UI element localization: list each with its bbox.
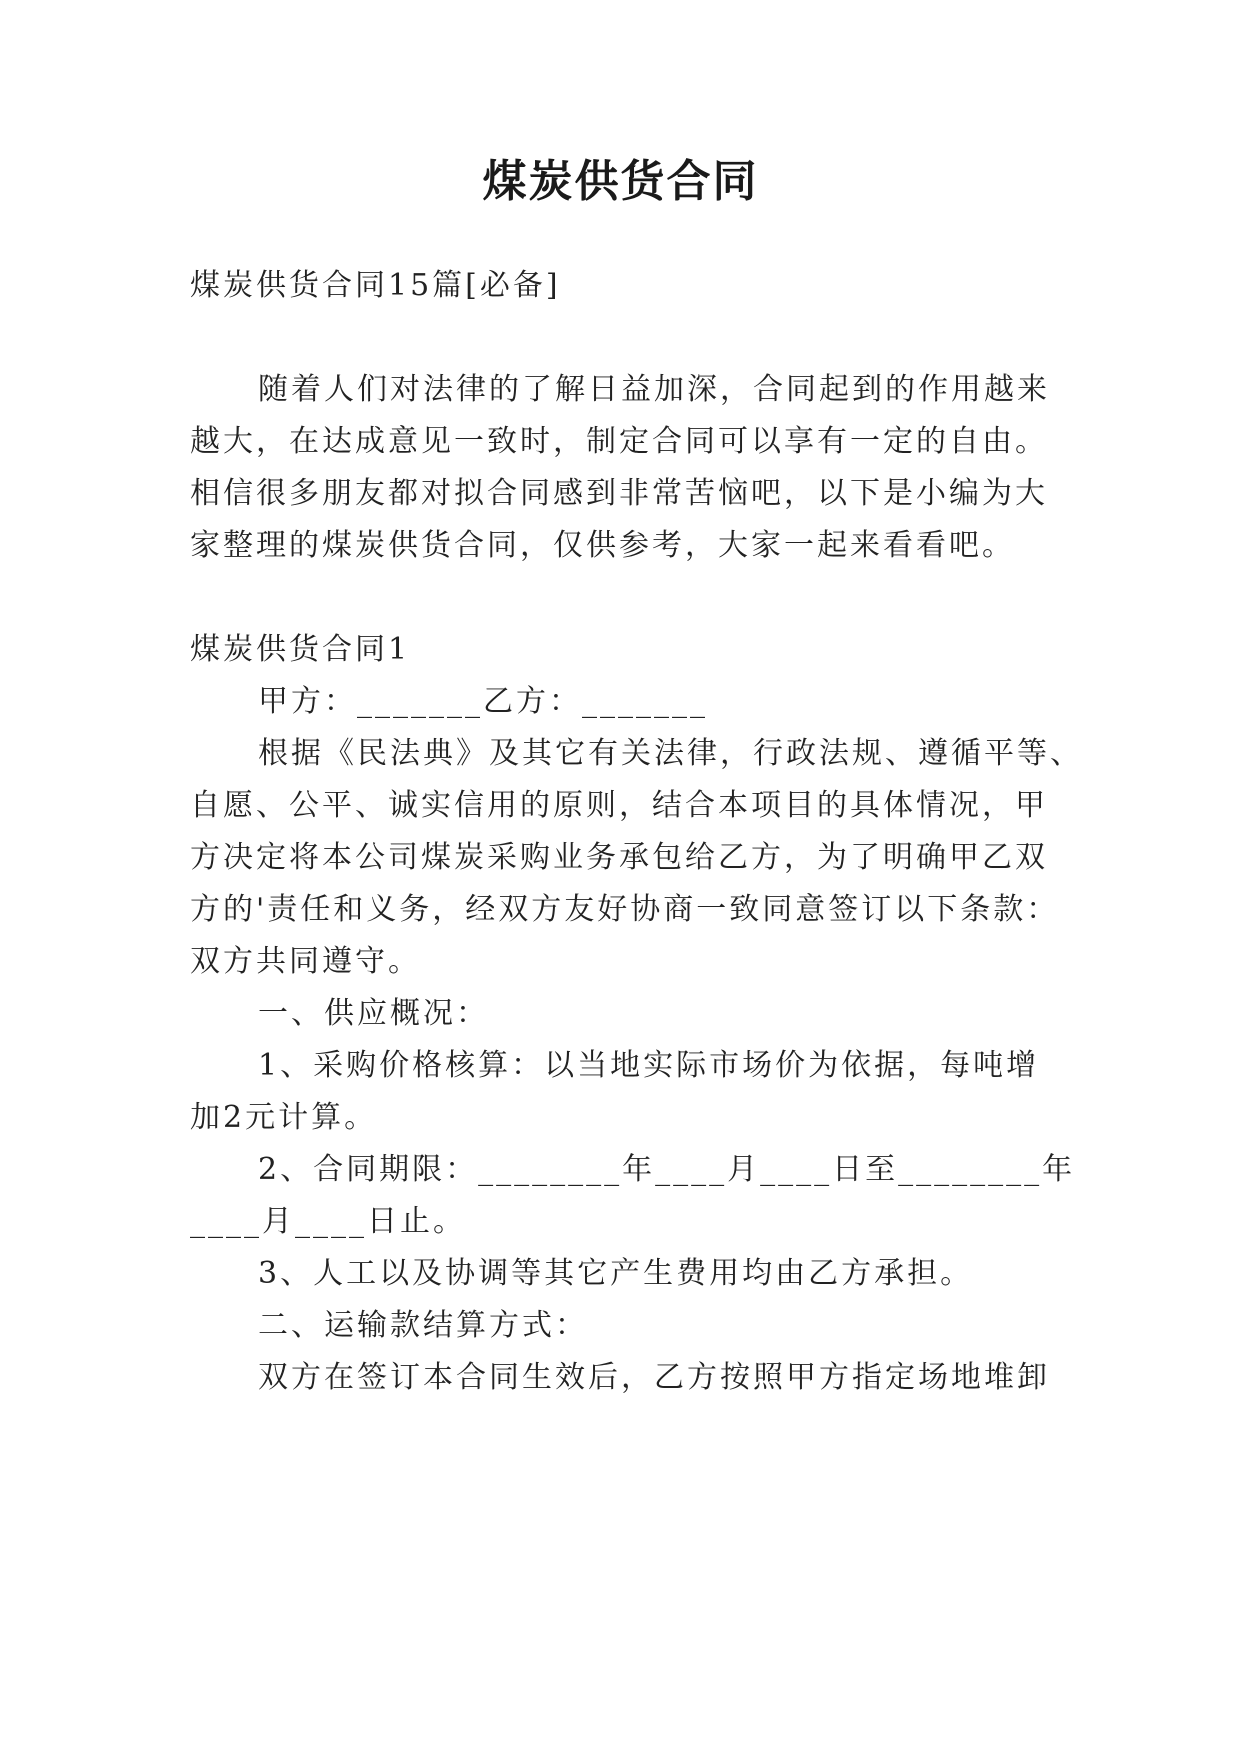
clause1-item2-line-2: ____月____日止。 bbox=[190, 1204, 466, 1239]
clause2-text: 双方在签订本合同生效后，乙方按照甲方指定场地堆卸 bbox=[258, 1360, 1050, 1395]
clause1-item2-line-1: 2、合同期限：________年____月____日至________年 bbox=[258, 1152, 1076, 1187]
basis-line-2: 自愿、公平、诚实信用的原则，结合本项目的具体情况，甲 bbox=[190, 788, 1048, 823]
intro-line-3: 相信很多朋友都对拟合同感到非常苦恼吧，以下是小编为大 bbox=[190, 476, 1048, 511]
intro-line-2: 越大，在达成意见一致时，制定合同可以享有一定的自由。 bbox=[190, 424, 1048, 459]
section-heading: 煤炭供货合同1 bbox=[190, 632, 411, 667]
document-subtitle: 煤炭供货合同15篇[必备] bbox=[190, 268, 561, 303]
basis-line-4: 方的'责任和义务，经双方友好协商一致同意签订以下条款： bbox=[190, 892, 1060, 927]
clause2-heading: 二、运输款结算方式： bbox=[258, 1308, 588, 1343]
clause1-item1-line-1: 1、采购价格核算：以当地实际市场价为依据，每吨增 bbox=[258, 1048, 1040, 1083]
basis-line-3: 方决定将本公司煤炭采购业务承包给乙方，为了明确甲乙双 bbox=[190, 840, 1048, 875]
parties-line: 甲方：_______乙方：_______ bbox=[258, 684, 708, 719]
intro-line-4: 家整理的煤炭供货合同，仅供参考，大家一起来看看吧。 bbox=[190, 528, 1015, 563]
document-title: 煤炭供货合同 bbox=[482, 156, 759, 207]
clause1-item1-line-2: 加2元计算。 bbox=[190, 1100, 378, 1135]
intro-line-1: 随着人们对法律的了解日益加深，合同起到的作用越来 bbox=[258, 372, 1050, 407]
clause1-item3: 3、人工以及协调等其它产生费用均由乙方承担。 bbox=[258, 1256, 974, 1291]
basis-line-1: 根据《民法典》及其它有关法律，行政法规、遵循平等、 bbox=[258, 736, 1083, 771]
clause1-heading: 一、供应概况： bbox=[258, 996, 489, 1031]
basis-line-5: 双方共同遵守。 bbox=[190, 944, 421, 979]
